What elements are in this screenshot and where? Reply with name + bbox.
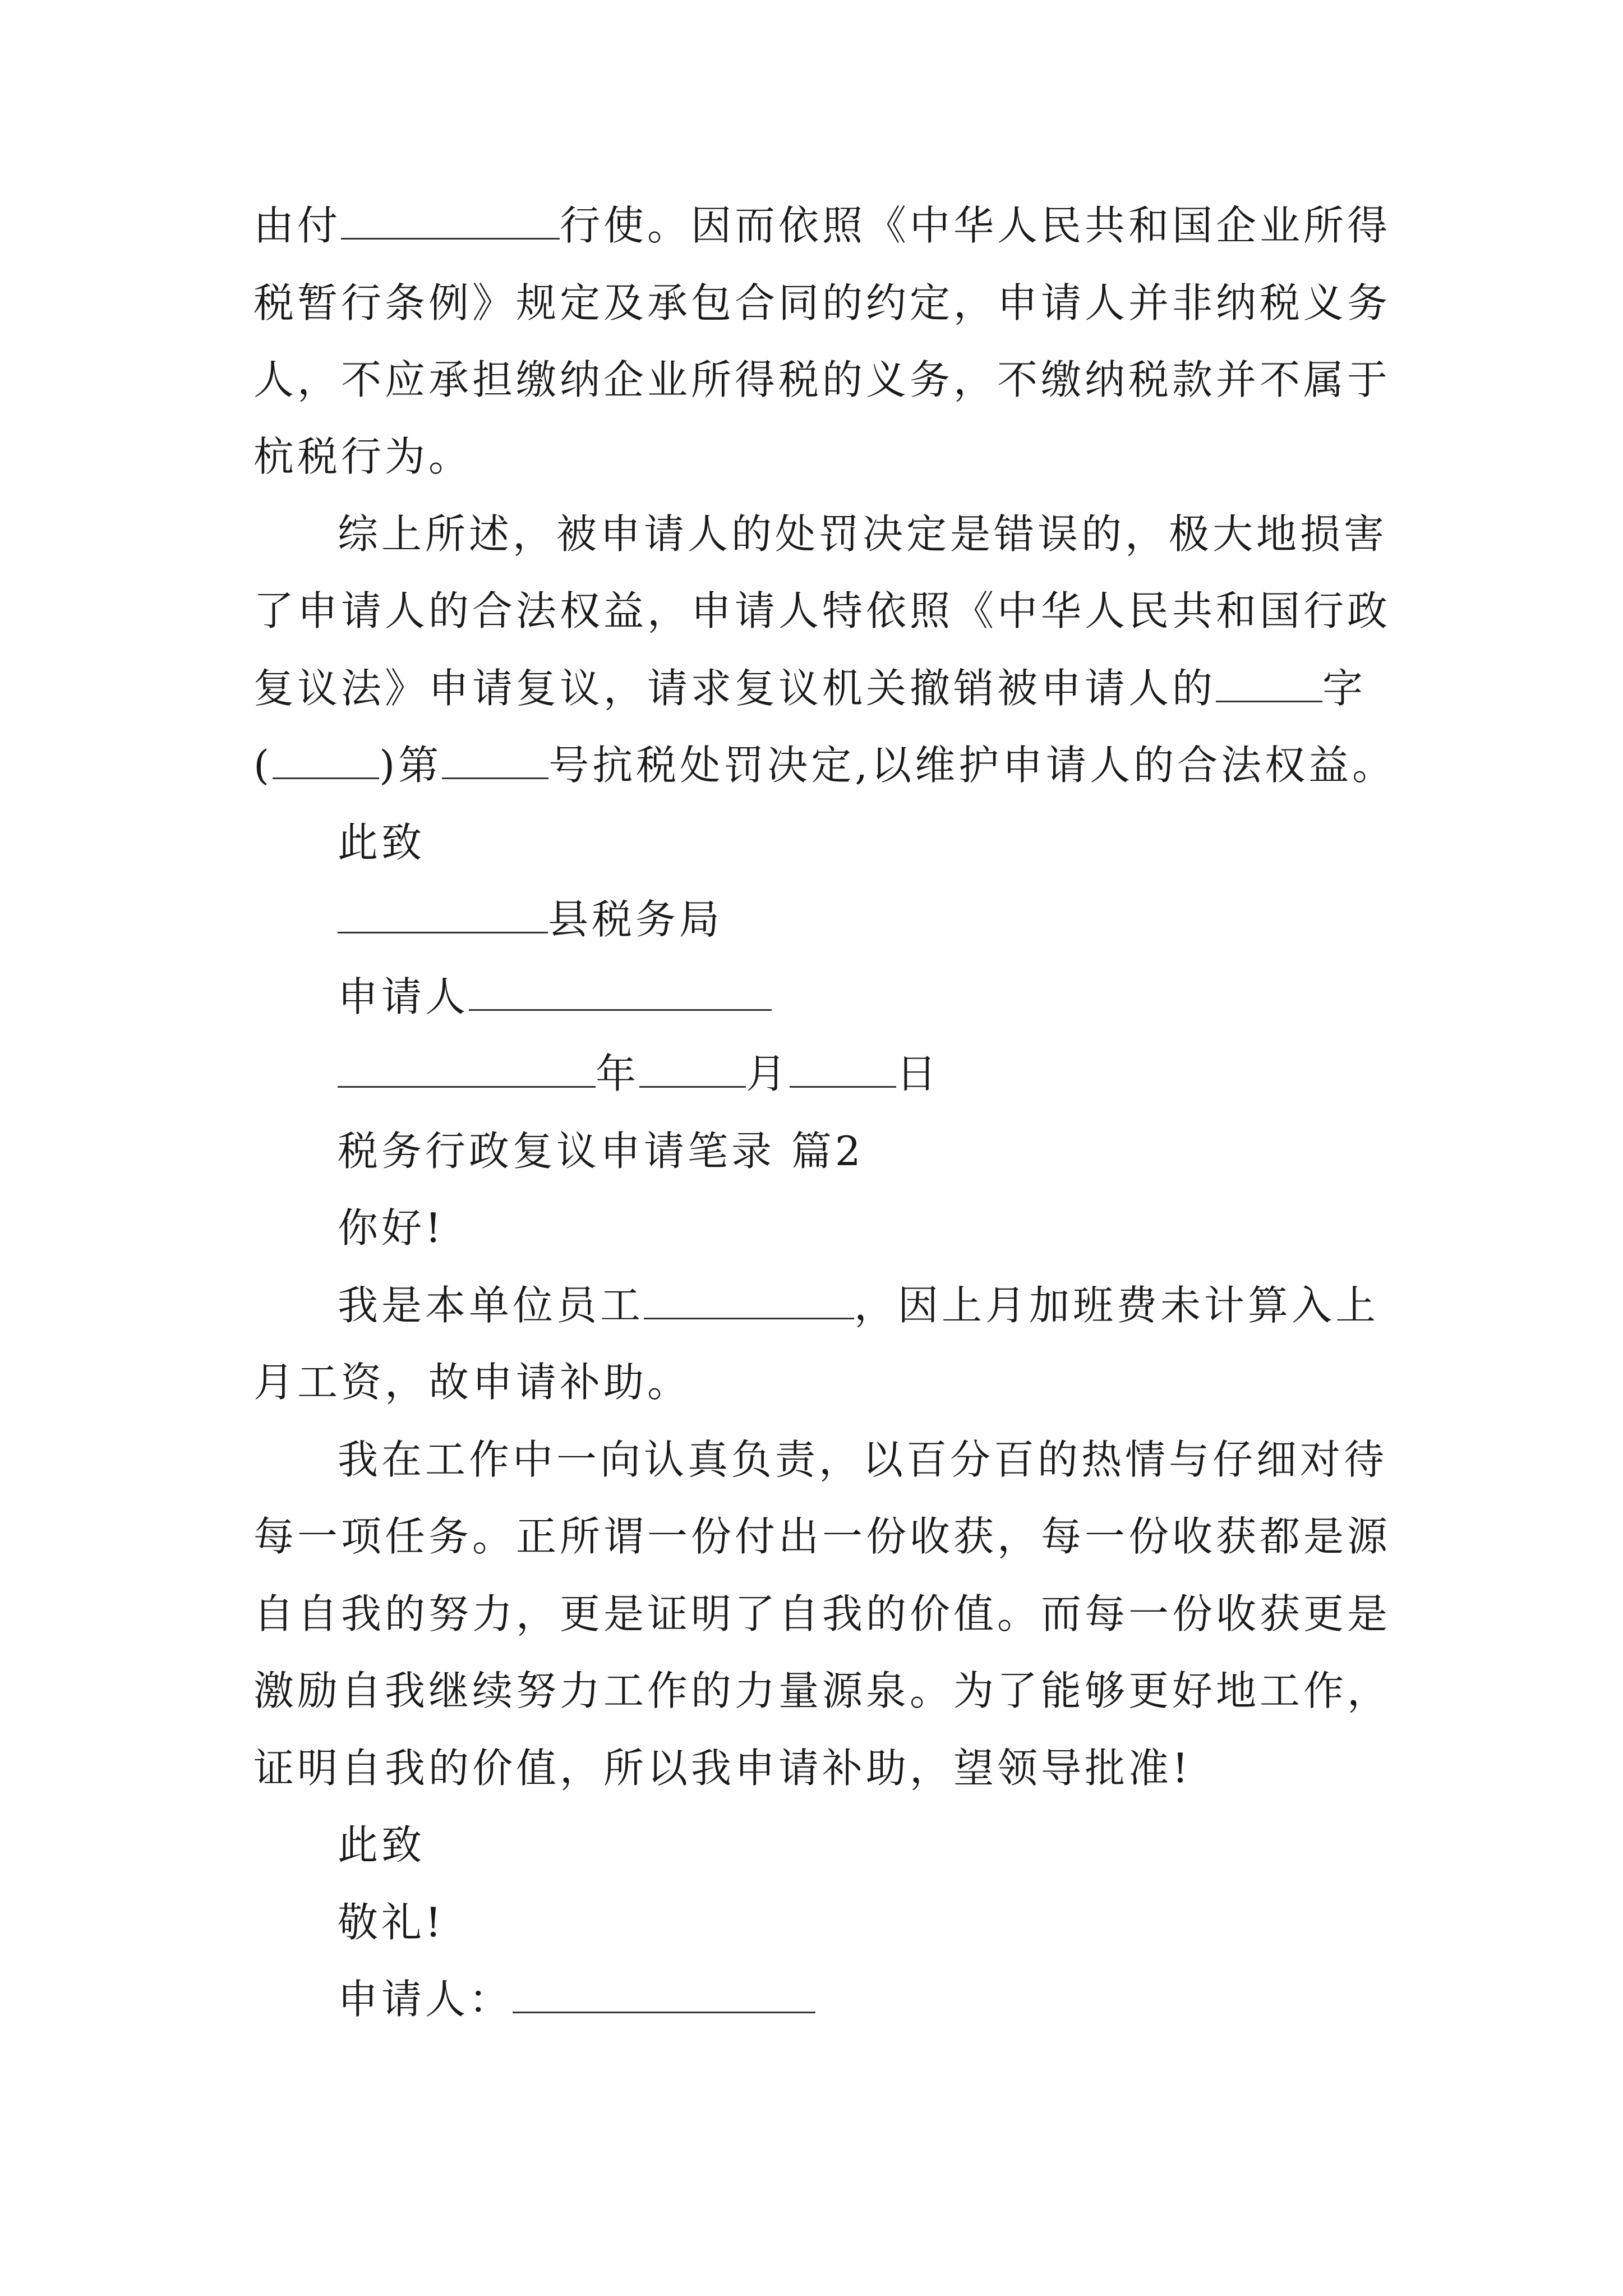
fill-in-blank <box>469 980 772 1011</box>
fill-in-blank <box>442 748 548 779</box>
text-fragment: ，因上月加班费未计算入上 <box>854 1282 1380 1329</box>
text-fragment: 复议法》申请复议，请求复议机关撤销被申请人的 <box>253 665 1216 712</box>
text-line: 此致 <box>338 1821 426 1869</box>
text-line: 了申请人的合法权益，申请人特依照《中华人民共和国行政 <box>253 587 1391 634</box>
text-line: 激励自我继续努力工作的力量源泉。为了能够更好地工作， <box>253 1667 1391 1714</box>
fill-in-blank <box>341 209 560 240</box>
fill-in-blank <box>644 1289 854 1319</box>
text-line: 敬礼! <box>338 1899 445 1946</box>
text-line <box>338 1277 1379 1333</box>
text-fragment: 申请人： <box>338 1976 513 2023</box>
text-fragment: 年 <box>596 1050 640 1097</box>
text-fragment: 日 <box>896 1050 940 1097</box>
text-line: 你好! <box>338 1204 445 1251</box>
fill-in-blank <box>273 748 379 779</box>
fill-in-blank <box>1216 671 1322 702</box>
text-fragment: 申请人 <box>338 973 469 1020</box>
section-heading: 税务行政复议申请笔录 篇2 <box>338 1128 864 1175</box>
fill-in-blank <box>513 1982 815 2013</box>
text-line: 此致 <box>338 819 426 866</box>
text-fragment: 我是本单位员工 <box>338 1282 644 1329</box>
text-fragment: 行使。因而依照《中华人民共和国企业所得 <box>560 202 1391 249</box>
text-line: 我在工作中一向认真负责，以百分百的热情与仔细对待 <box>338 1436 1388 1483</box>
text-line: 综上所述，被申请人的处罚决定是错误的，极大地损害 <box>338 510 1388 558</box>
text-line: 每一项任务。正所谓一份付出一份收获，每一份收获都是源 <box>253 1513 1391 1560</box>
text-fragment: 由付 <box>253 202 342 249</box>
text-line: 人，不应承担缴纳企业所得税的义务，不缴纳税款并不属于 <box>253 356 1391 403</box>
text-line <box>338 1971 815 2027</box>
text-line <box>253 197 1391 254</box>
text-line <box>338 1046 940 1102</box>
fill-in-blank <box>790 1057 896 1088</box>
text-line <box>338 891 723 947</box>
fill-in-blank <box>338 1057 596 1088</box>
text-line: 证明自我的价值，所以我申请补助，望领导批准! <box>253 1745 1192 1792</box>
text-line: 自自我的努力，更是证明了自我的价值。而每一份收获更是 <box>253 1590 1391 1637</box>
text-line <box>338 969 772 1025</box>
text-fragment: 县税务局 <box>548 896 723 943</box>
fill-in-blank <box>639 1057 746 1088</box>
text-fragment: 号抗税处罚决定,以维护申请人的合法权益。 <box>548 742 1396 789</box>
text-fragment: ( <box>253 742 273 789</box>
text-line: 月工资，故申请补助。 <box>253 1359 691 1406</box>
text-line: 税暂行条例》规定及承包合同的约定，申请人并非纳税义务 <box>253 279 1391 326</box>
text-fragment: )第 <box>379 742 442 789</box>
fill-in-blank <box>338 903 548 933</box>
text-fragment: 字 <box>1322 665 1367 712</box>
text-line <box>253 737 1396 793</box>
text-line: 杭税行为。 <box>253 433 473 480</box>
text-fragment: 月 <box>746 1050 790 1097</box>
text-line <box>253 660 1366 716</box>
